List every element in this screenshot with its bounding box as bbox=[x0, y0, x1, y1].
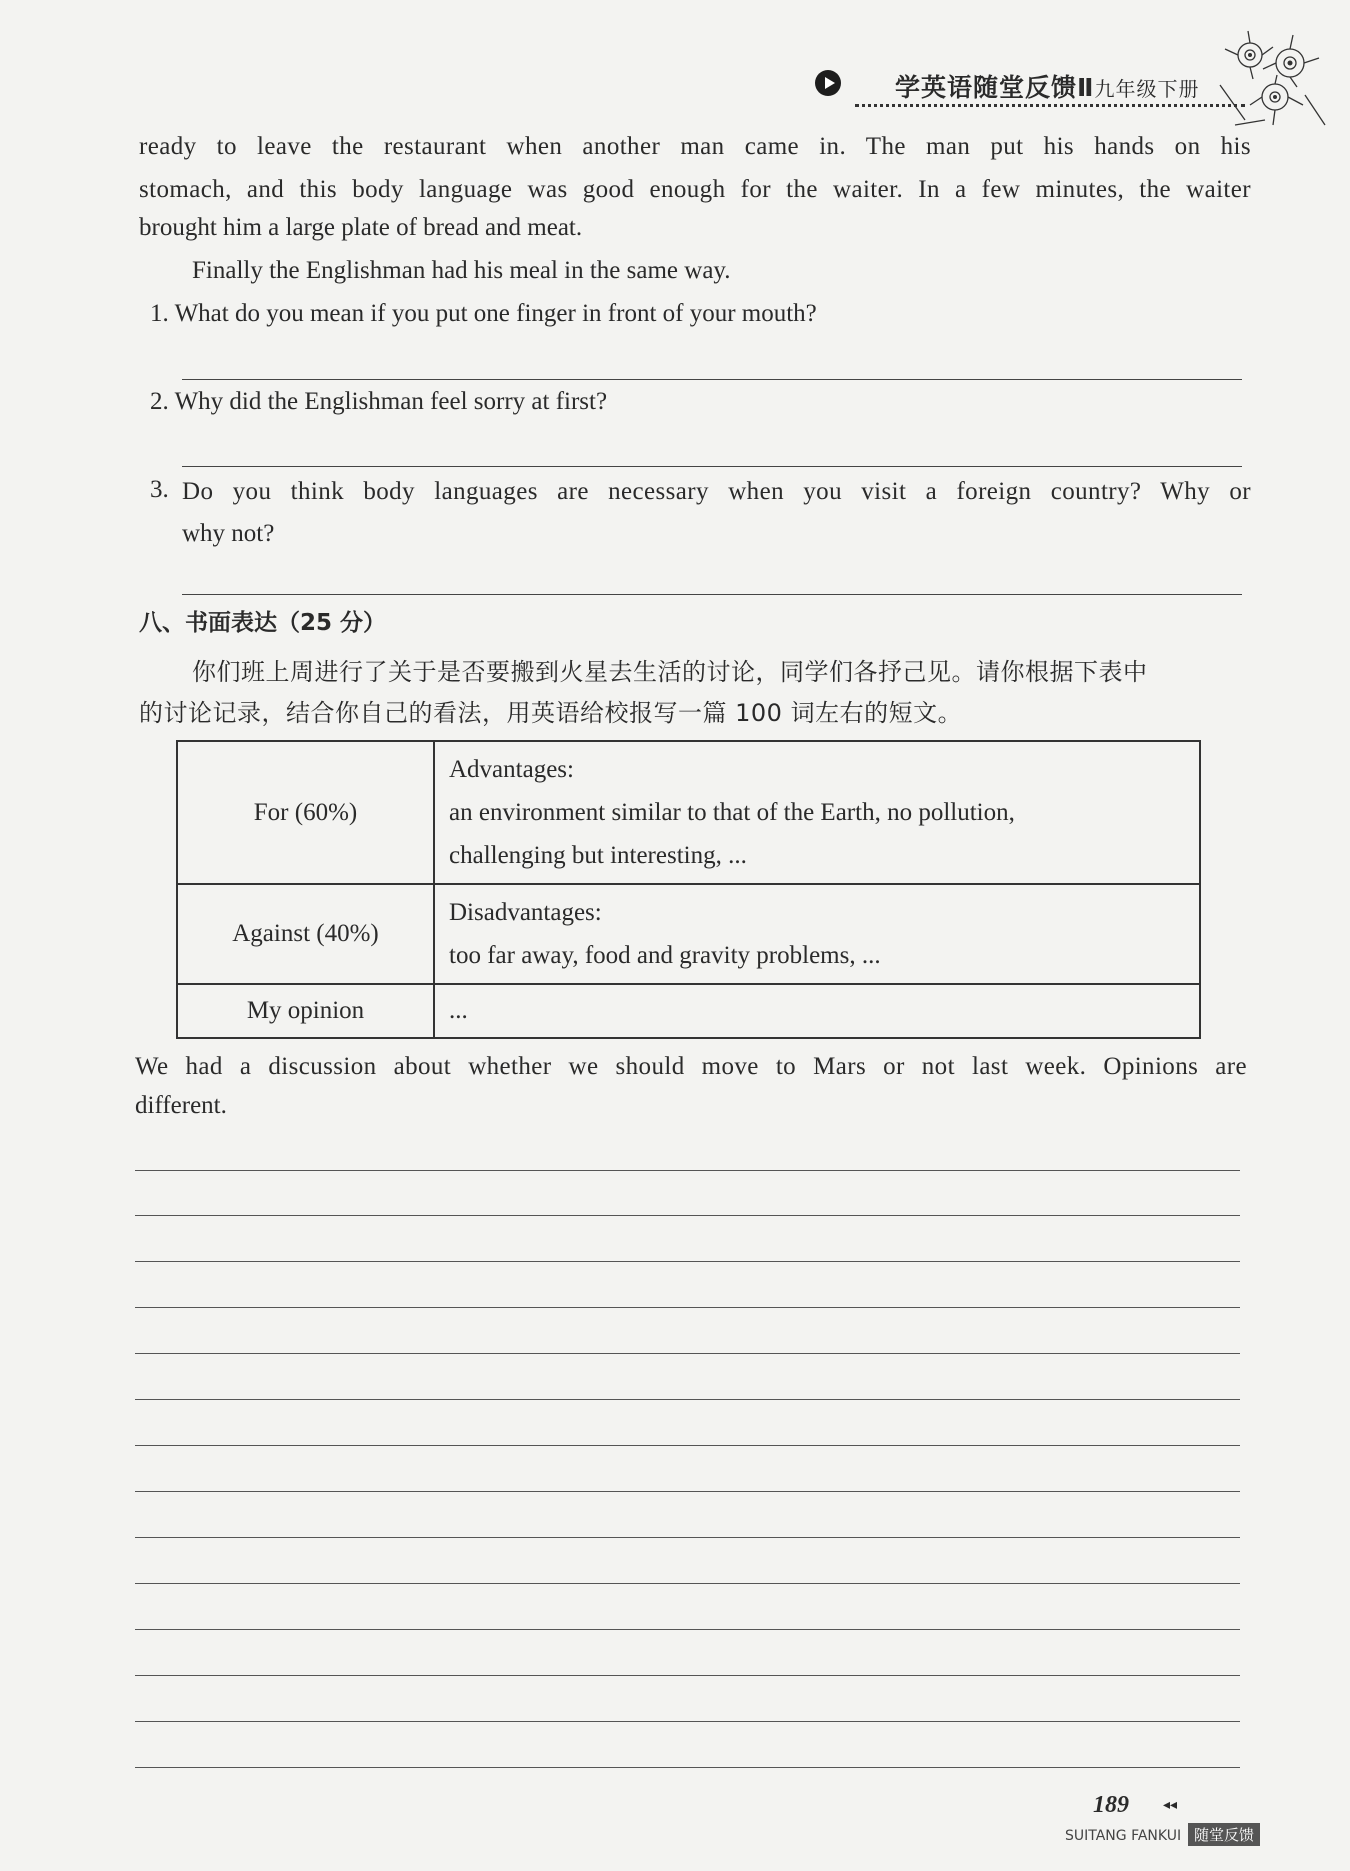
question-1 bbox=[150, 300, 817, 328]
writing-line[interactable] bbox=[135, 1353, 1240, 1354]
writing-line[interactable] bbox=[135, 1215, 1240, 1216]
passage-line-4: Finally the Englishman had his meal in the same way. bbox=[192, 257, 731, 284]
question-3-text-line-1: Do you think body languages are necessary when you visit a foreign country? Why or bbox=[182, 478, 1251, 505]
writing-line[interactable] bbox=[135, 1583, 1240, 1584]
question-text: Why did the Englishman feel sorry at first? bbox=[174, 388, 608, 415]
against-label: Against (40%) bbox=[177, 884, 434, 984]
writing-line[interactable] bbox=[135, 1445, 1240, 1446]
footer-brand: SUITANG FANKUI bbox=[1065, 1828, 1182, 1844]
table-row-for bbox=[177, 741, 1200, 884]
answer-line-3[interactable] bbox=[182, 594, 1242, 595]
essay-start-line-2: different. bbox=[135, 1092, 227, 1119]
essay-start-line-1: We had a discussion about whether we should move to Mars or not last week. Opinions are bbox=[135, 1053, 1247, 1080]
instruction-line-1: 你们班上周进行了关于是否要搬到火星去生活的讨论，同学们各抒己见。请你根据下表中 bbox=[192, 658, 1148, 686]
page-header bbox=[815, 62, 1245, 112]
header-title bbox=[895, 68, 1199, 104]
play-icon bbox=[815, 70, 841, 96]
writing-line[interactable] bbox=[135, 1629, 1240, 1630]
question-3-number: 3. bbox=[150, 476, 169, 503]
for-content bbox=[434, 741, 1200, 884]
discussion-table bbox=[176, 740, 1201, 1039]
table-row-against bbox=[177, 884, 1200, 984]
passage-line-1: ready to leave the restaurant when another man came in. The man put his hands on his bbox=[139, 133, 1251, 160]
writing-line[interactable] bbox=[135, 1261, 1240, 1262]
answer-line-1[interactable] bbox=[182, 379, 1242, 380]
question-number: 1. bbox=[150, 300, 169, 327]
writing-line[interactable] bbox=[135, 1399, 1240, 1400]
page-number: 189 bbox=[1093, 1792, 1129, 1818]
opinion-value: ... bbox=[434, 984, 1200, 1038]
passage-line-3: brought him a large plate of bread and meat. bbox=[139, 214, 583, 241]
question-3-text-line-2: why not? bbox=[182, 520, 275, 547]
writing-line[interactable] bbox=[135, 1491, 1240, 1492]
header-subtitle: 九年级下册 bbox=[1094, 77, 1200, 101]
for-label: For (60%) bbox=[177, 741, 434, 884]
disadvantages-line-1: too far away, food and gravity problems, ... bbox=[449, 942, 881, 969]
writing-line[interactable] bbox=[135, 1170, 1240, 1171]
footer-badge: 随堂反馈 bbox=[1188, 1823, 1260, 1846]
table-row-opinion bbox=[177, 984, 1200, 1038]
question-2 bbox=[150, 388, 607, 416]
disadvantages-heading: Disadvantages: bbox=[449, 899, 602, 926]
against-content bbox=[434, 884, 1200, 984]
header-dotted-rule bbox=[855, 104, 1245, 107]
advantages-line-2: challenging but interesting, ... bbox=[449, 842, 747, 869]
opinion-label: My opinion bbox=[177, 984, 434, 1038]
writing-line[interactable] bbox=[135, 1767, 1240, 1768]
question-text: What do you mean if you put one finger in front of your mouth? bbox=[174, 300, 817, 327]
double-arrow-left-icon: ◂◂ bbox=[1163, 1797, 1178, 1813]
header-title-main: 学英语随堂反馈Ⅱ bbox=[895, 73, 1095, 102]
answer-line-2[interactable] bbox=[182, 466, 1242, 467]
writing-line[interactable] bbox=[135, 1675, 1240, 1676]
advantages-line-1: an environment similar to that of the Earth, no pollution, bbox=[449, 799, 1015, 826]
section-title: 八、书面表达（25 分） bbox=[139, 610, 387, 636]
flower-decoration-icon bbox=[1215, 25, 1330, 135]
instruction-line-2: 的讨论记录，结合你自己的看法，用英语给校报写一篇 100 词左右的短文。 bbox=[139, 699, 963, 727]
writing-line[interactable] bbox=[135, 1307, 1240, 1308]
writing-line[interactable] bbox=[135, 1537, 1240, 1538]
passage-line-2: stomach, and this body language was good enough for the waiter. In a few minutes, the waiter bbox=[139, 176, 1251, 203]
writing-line[interactable] bbox=[135, 1721, 1240, 1722]
question-number: 2. bbox=[150, 388, 169, 415]
advantages-heading: Advantages: bbox=[449, 756, 574, 783]
